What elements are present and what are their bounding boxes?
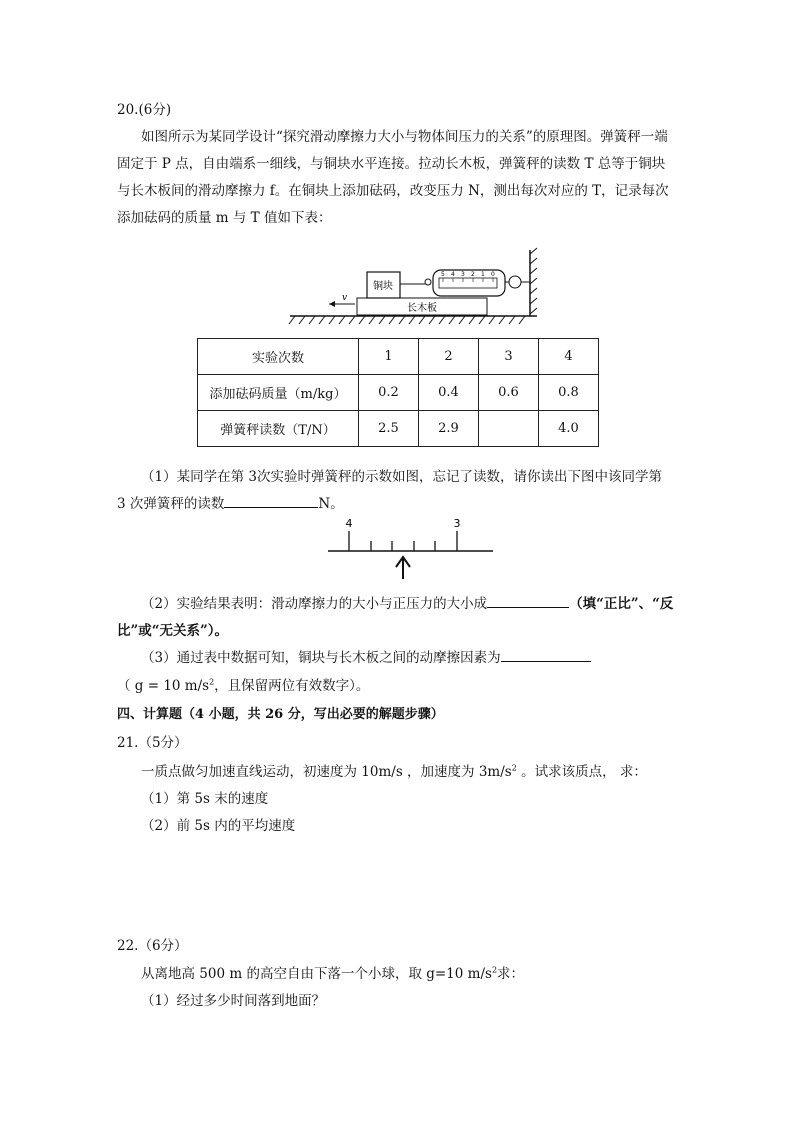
table-row xyxy=(198,411,599,447)
q20-intro-line3: 与长木板间的滑动摩擦力 f。在铜块上添加砝码，改变压力 N，测出每次对应的 T，记录每次 xyxy=(117,183,669,199)
q21-text-sup: 2 xyxy=(511,763,517,773)
q22-item-1: （1）经过多少时间落到地面？ xyxy=(141,993,326,1009)
q20-intro-line4: 添加砝码的质量 m 与 T 值如下表： xyxy=(117,210,332,226)
table-row xyxy=(198,375,599,411)
table-cell: 实验次数 xyxy=(198,339,359,375)
table-cell: 4 xyxy=(539,339,599,375)
q21-text-main: 一质点做匀加速直线运动，初速度为 10m/s ，加速度为 3m/s xyxy=(141,764,512,780)
q21-item-2: （2）前 5s 内的平均速度 xyxy=(141,818,296,834)
table-cell: 2.5 xyxy=(359,411,419,447)
q20-intro-line1: 如图所示为某同学设计“探究滑动摩擦力大小与物体间压力的关系”的原理图。弹簧秤一端 xyxy=(141,129,668,145)
table-cell: 弹簧秤读数（T/N） xyxy=(198,411,359,447)
q22-number: 22.（6分） xyxy=(117,938,188,954)
table-cell: 2 xyxy=(419,339,479,375)
table-cell: 1 xyxy=(359,339,419,375)
q22-text-tail: 求： xyxy=(497,966,525,982)
scale-label-left: 4 xyxy=(345,517,353,530)
board-label: 长木板 xyxy=(407,303,437,314)
table-cell: 0.4 xyxy=(419,375,479,411)
answer-blank-2[interactable] xyxy=(487,593,569,608)
apparatus-figure xyxy=(285,244,545,326)
table-cell: 0.6 xyxy=(479,375,539,411)
table-cell xyxy=(479,411,539,447)
q22-text-sup: 2 xyxy=(491,965,498,975)
table-cell: 3 xyxy=(479,339,539,375)
scale-num-0: 0 xyxy=(491,271,495,278)
scale-num-4: 4 xyxy=(451,271,455,278)
scale-num-1: 1 xyxy=(481,271,485,278)
q20-sub3-line2 xyxy=(117,674,369,694)
q20-sub2-text: （2）实验结果表明：滑动摩擦力的大小与正压力的大小成 xyxy=(141,596,488,612)
q20-sub2-hint: （填“正比”、“反 xyxy=(569,596,674,612)
q20-sub3-line1 xyxy=(141,646,591,666)
scale-num-2: 2 xyxy=(471,271,475,278)
q21-item-1: （1）第 5s 末的速度 xyxy=(141,791,269,807)
answer-blank-3[interactable] xyxy=(501,647,591,662)
q21-text xyxy=(141,760,647,780)
table-cell: 添加砝码质量（m/kg） xyxy=(198,375,359,411)
table-row xyxy=(198,339,599,375)
q20-sub3-text: （3）通过表中数据可知，铜块与长木板之间的动摩擦因素为 xyxy=(141,650,501,666)
scale-num-5: 5 xyxy=(441,271,445,278)
table-cell: 0.2 xyxy=(359,375,419,411)
q20-sub2-line2: 比”或“无关系”）。 xyxy=(117,623,229,639)
q20-sub1-line2 xyxy=(117,492,344,512)
gravity-note: （ g = 10 m/s xyxy=(117,678,210,694)
velocity-label: v xyxy=(342,293,348,303)
scale-reading-figure xyxy=(325,515,497,581)
data-table xyxy=(197,338,599,447)
gravity-exp: 2 xyxy=(209,677,215,687)
table-cell: 4.0 xyxy=(539,411,599,447)
block-label: 铜块 xyxy=(373,281,393,292)
section-4-heading: 四、计算题（4 小题，共 26 分，写出必要的解题步骤） xyxy=(117,707,444,722)
q20-sub1-unit: N。 xyxy=(318,496,344,512)
q22-text-main: 从离地高 500 m 的高空自由下落一个小球，取 g=10 m/s xyxy=(141,966,492,982)
table-cell: 2.9 xyxy=(419,411,479,447)
sig-fig-note: ，且保留两位有效数字）。 xyxy=(214,678,370,694)
q20-sub2-line1 xyxy=(141,592,673,612)
q21-text-tail: 。试求该质点， 求： xyxy=(516,764,647,780)
scale-num-3: 3 xyxy=(461,271,465,278)
answer-blank-1[interactable] xyxy=(224,493,318,508)
q20-intro-line2: 固定于 P 点，自由端系一细线，与铜块水平连接。拉动长木板，弹簧秤的读数 T 总等于铜块 xyxy=(117,156,666,172)
q20-sub1-text: 3 次弹簧秤的读数 xyxy=(117,496,225,512)
scale-label-right: 3 xyxy=(453,517,461,530)
table-cell: 0.8 xyxy=(539,375,599,411)
q21-number: 21.（5分） xyxy=(117,735,188,751)
q20-number: 20.(6分) xyxy=(117,102,172,118)
q20-sub1-line1: （1）某同学在第 3次实验时弹簧秤的示数如图，忘记了读数，请你读出下图中该同学第 xyxy=(141,469,662,485)
q22-text xyxy=(141,962,524,982)
